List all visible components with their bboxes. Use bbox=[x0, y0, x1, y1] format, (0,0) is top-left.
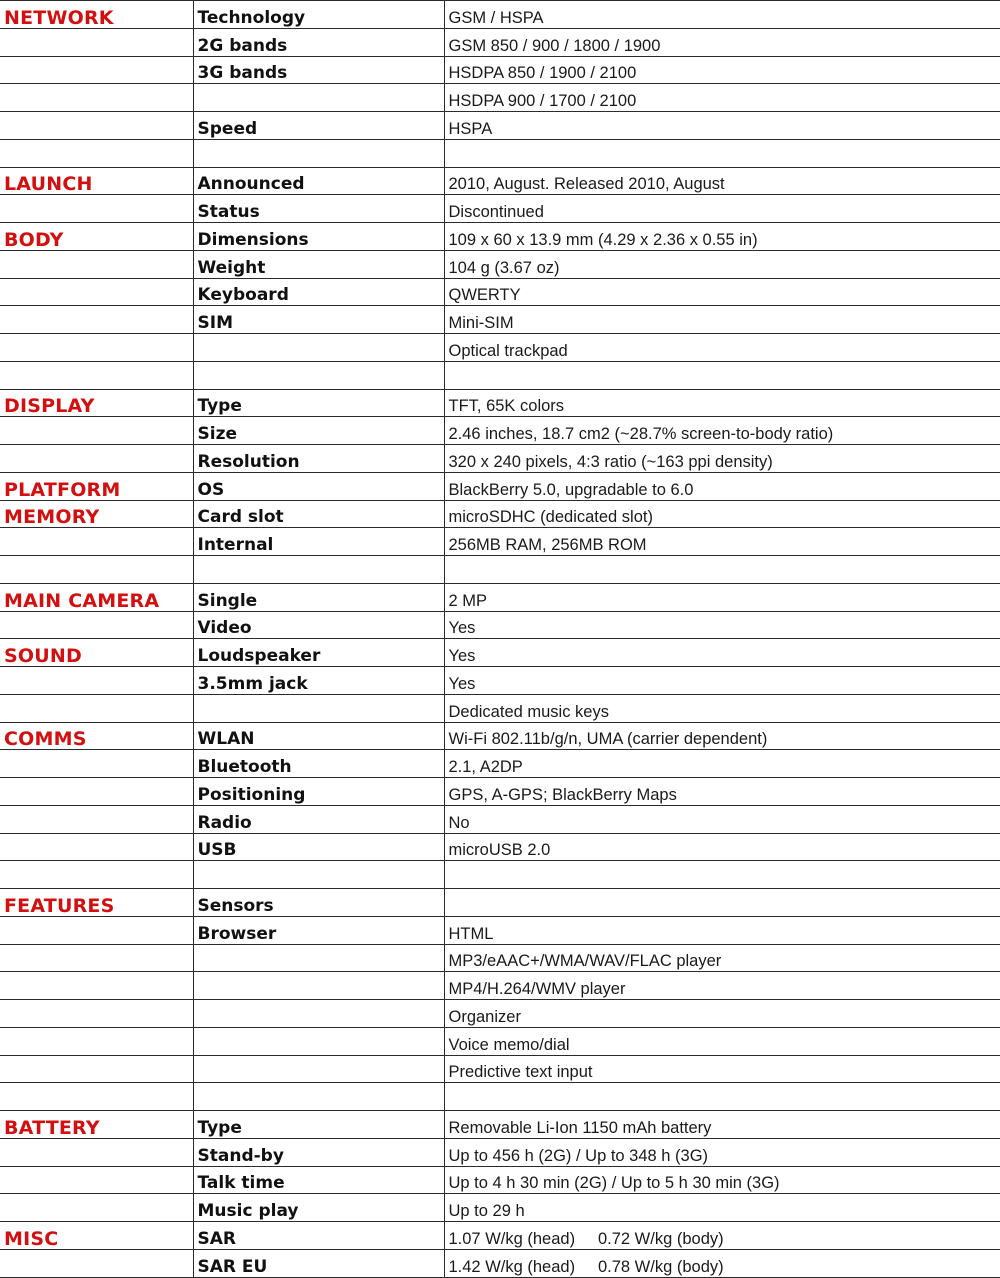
table-row bbox=[0, 334, 1000, 362]
section-heading-cell bbox=[0, 778, 193, 806]
field-value-cell: Organizer bbox=[444, 1000, 1000, 1028]
section-heading-cell bbox=[0, 1083, 193, 1111]
section-heading-cell bbox=[0, 916, 193, 944]
table-row bbox=[0, 972, 1000, 1000]
field-value-cell bbox=[444, 1083, 1000, 1111]
field-label-cell: Size bbox=[193, 417, 444, 445]
field-label-cell: Sensors bbox=[193, 889, 444, 917]
field-value-cell: 2010, August. Released 2010, August bbox=[444, 167, 1000, 195]
table-row bbox=[0, 1249, 1000, 1277]
field-label-cell: 3G bands bbox=[193, 56, 444, 84]
field-value-cell: GSM 850 / 900 / 1800 / 1900 bbox=[444, 28, 1000, 56]
section-heading-cell bbox=[0, 611, 193, 639]
field-value-cell bbox=[444, 361, 1000, 389]
field-label-cell bbox=[193, 1027, 444, 1055]
field-label-cell: USB bbox=[193, 833, 444, 861]
section-heading-cell bbox=[0, 306, 193, 334]
field-value-cell: 1.42 W/kg (head) 0.78 W/kg (body) bbox=[444, 1249, 1000, 1277]
table-row bbox=[0, 916, 1000, 944]
field-label-cell: Keyboard bbox=[193, 278, 444, 306]
field-value-cell: 320 x 240 pixels, 4:3 ratio (~163 ppi density) bbox=[444, 445, 1000, 473]
field-value-cell: Voice memo/dial bbox=[444, 1027, 1000, 1055]
field-label-cell bbox=[193, 694, 444, 722]
field-value-cell: Dedicated music keys bbox=[444, 694, 1000, 722]
field-value-cell: 2.1, A2DP bbox=[444, 750, 1000, 778]
table-row bbox=[0, 556, 1000, 584]
table-row bbox=[0, 1138, 1000, 1166]
section-heading-cell bbox=[0, 1138, 193, 1166]
field-label-cell: Weight bbox=[193, 250, 444, 278]
field-label-cell: WLAN bbox=[193, 722, 444, 750]
field-label-cell: Card slot bbox=[193, 500, 444, 528]
field-value-cell bbox=[444, 556, 1000, 584]
field-value-cell: microUSB 2.0 bbox=[444, 833, 1000, 861]
field-label-cell: 2G bands bbox=[193, 28, 444, 56]
field-value-cell: Yes bbox=[444, 667, 1000, 695]
field-value-cell: Up to 456 h (2G) / Up to 348 h (3G) bbox=[444, 1138, 1000, 1166]
field-label-cell bbox=[193, 1083, 444, 1111]
table-row bbox=[0, 361, 1000, 389]
table-row bbox=[0, 195, 1000, 223]
table-row bbox=[0, 750, 1000, 778]
table-row bbox=[0, 306, 1000, 334]
field-label-cell bbox=[193, 334, 444, 362]
section-heading-cell bbox=[0, 861, 193, 889]
table-row bbox=[0, 1222, 1000, 1250]
section-heading-cell bbox=[0, 1055, 193, 1083]
section-heading-cell bbox=[0, 278, 193, 306]
field-value-cell: 2.46 inches, 18.7 cm2 (~28.7% screen-to-body ratio) bbox=[444, 417, 1000, 445]
table-row bbox=[0, 1166, 1000, 1194]
table-row bbox=[0, 805, 1000, 833]
field-value-cell: BlackBerry 5.0, upgradable to 6.0 bbox=[444, 472, 1000, 500]
field-value-cell: HSPA bbox=[444, 112, 1000, 140]
field-value-cell: Yes bbox=[444, 639, 1000, 667]
field-label-cell: Talk time bbox=[193, 1166, 444, 1194]
table-row bbox=[0, 1027, 1000, 1055]
table-row bbox=[0, 1055, 1000, 1083]
section-heading-cell bbox=[0, 139, 193, 167]
field-label-cell: Video bbox=[193, 611, 444, 639]
field-label-cell bbox=[193, 84, 444, 112]
field-value-cell: Optical trackpad bbox=[444, 334, 1000, 362]
table-row bbox=[0, 611, 1000, 639]
section-heading-cell: LAUNCH bbox=[0, 167, 193, 195]
table-row bbox=[0, 861, 1000, 889]
field-label-cell bbox=[193, 556, 444, 584]
field-label-cell bbox=[193, 944, 444, 972]
field-label-cell bbox=[193, 861, 444, 889]
section-heading-cell: BODY bbox=[0, 223, 193, 251]
section-heading-cell bbox=[0, 1249, 193, 1277]
field-value-cell: Wi-Fi 802.11b/g/n, UMA (carrier dependent) bbox=[444, 722, 1000, 750]
field-value-cell: GSM / HSPA bbox=[444, 1, 1000, 29]
table-row bbox=[0, 1000, 1000, 1028]
field-value-cell: Discontinued bbox=[444, 195, 1000, 223]
field-label-cell: SIM bbox=[193, 306, 444, 334]
field-label-cell: Announced bbox=[193, 167, 444, 195]
table-row bbox=[0, 639, 1000, 667]
field-value-cell bbox=[444, 861, 1000, 889]
field-value-cell: Removable Li-Ion 1150 mAh battery bbox=[444, 1111, 1000, 1139]
section-heading-cell bbox=[0, 84, 193, 112]
field-value-cell: MP4/H.264/WMV player bbox=[444, 972, 1000, 1000]
table-row bbox=[0, 944, 1000, 972]
table-row bbox=[0, 167, 1000, 195]
table-row bbox=[0, 1, 1000, 29]
section-heading-cell bbox=[0, 1000, 193, 1028]
section-heading-cell bbox=[0, 805, 193, 833]
table-row bbox=[0, 28, 1000, 56]
section-heading-cell bbox=[0, 528, 193, 556]
table-row bbox=[0, 889, 1000, 917]
field-value-cell: HSDPA 850 / 1900 / 2100 bbox=[444, 56, 1000, 84]
field-value-cell: 1.07 W/kg (head) 0.72 W/kg (body) bbox=[444, 1222, 1000, 1250]
section-heading-cell bbox=[0, 334, 193, 362]
section-heading-cell: NETWORK bbox=[0, 1, 193, 29]
field-value-cell: Mini-SIM bbox=[444, 306, 1000, 334]
section-heading-cell bbox=[0, 972, 193, 1000]
field-value-cell: Yes bbox=[444, 611, 1000, 639]
table-row bbox=[0, 694, 1000, 722]
table-row bbox=[0, 223, 1000, 251]
table-row bbox=[0, 583, 1000, 611]
table-row bbox=[0, 1194, 1000, 1222]
field-value-cell: MP3/eAAC+/WMA/WAV/FLAC player bbox=[444, 944, 1000, 972]
field-label-cell: Browser bbox=[193, 916, 444, 944]
table-row bbox=[0, 667, 1000, 695]
section-heading-cell bbox=[0, 1027, 193, 1055]
field-label-cell: SAR bbox=[193, 1222, 444, 1250]
field-label-cell bbox=[193, 361, 444, 389]
field-label-cell: Positioning bbox=[193, 778, 444, 806]
section-heading-cell bbox=[0, 833, 193, 861]
section-heading-cell: SOUND bbox=[0, 639, 193, 667]
field-label-cell: Technology bbox=[193, 1, 444, 29]
section-heading-cell: MEMORY bbox=[0, 500, 193, 528]
field-label-cell: Single bbox=[193, 583, 444, 611]
section-heading-cell bbox=[0, 556, 193, 584]
table-row bbox=[0, 833, 1000, 861]
table-row bbox=[0, 112, 1000, 140]
field-label-cell: Type bbox=[193, 389, 444, 417]
spec-table-body bbox=[0, 1, 1000, 1278]
field-value-cell: TFT, 65K colors bbox=[444, 389, 1000, 417]
field-label-cell: Dimensions bbox=[193, 223, 444, 251]
field-value-cell bbox=[444, 889, 1000, 917]
table-row bbox=[0, 778, 1000, 806]
field-value-cell: 109 x 60 x 13.9 mm (4.29 x 2.36 x 0.55 in) bbox=[444, 223, 1000, 251]
table-row bbox=[0, 417, 1000, 445]
section-heading-cell: COMMS bbox=[0, 722, 193, 750]
section-heading-cell: PLATFORM bbox=[0, 472, 193, 500]
field-label-cell: Internal bbox=[193, 528, 444, 556]
field-label-cell: Loudspeaker bbox=[193, 639, 444, 667]
table-row bbox=[0, 250, 1000, 278]
table-row bbox=[0, 84, 1000, 112]
field-label-cell bbox=[193, 1055, 444, 1083]
field-label-cell: OS bbox=[193, 472, 444, 500]
field-value-cell: Up to 29 h bbox=[444, 1194, 1000, 1222]
section-heading-cell: FEATURES bbox=[0, 889, 193, 917]
field-label-cell: Type bbox=[193, 1111, 444, 1139]
field-label-cell: Music play bbox=[193, 1194, 444, 1222]
field-label-cell: Bluetooth bbox=[193, 750, 444, 778]
table-row bbox=[0, 278, 1000, 306]
table-row bbox=[0, 1111, 1000, 1139]
section-heading-cell: BATTERY bbox=[0, 1111, 193, 1139]
field-value-cell bbox=[444, 139, 1000, 167]
field-label-cell: Speed bbox=[193, 112, 444, 140]
field-value-cell: GPS, A-GPS; BlackBerry Maps bbox=[444, 778, 1000, 806]
section-heading-cell bbox=[0, 195, 193, 223]
section-heading-cell bbox=[0, 445, 193, 473]
field-label-cell: Radio bbox=[193, 805, 444, 833]
section-heading-cell bbox=[0, 112, 193, 140]
section-heading-cell bbox=[0, 944, 193, 972]
field-label-cell: 3.5mm jack bbox=[193, 667, 444, 695]
field-label-cell: Status bbox=[193, 195, 444, 223]
field-value-cell: Up to 4 h 30 min (2G) / Up to 5 h 30 min (3G) bbox=[444, 1166, 1000, 1194]
section-heading-cell bbox=[0, 417, 193, 445]
section-heading-cell bbox=[0, 250, 193, 278]
field-value-cell: microSDHC (dedicated slot) bbox=[444, 500, 1000, 528]
field-label-cell: Resolution bbox=[193, 445, 444, 473]
section-heading-cell bbox=[0, 1194, 193, 1222]
field-value-cell: HTML bbox=[444, 916, 1000, 944]
field-value-cell: QWERTY bbox=[444, 278, 1000, 306]
field-value-cell: 2 MP bbox=[444, 583, 1000, 611]
section-heading-cell bbox=[0, 694, 193, 722]
table-row bbox=[0, 722, 1000, 750]
table-row bbox=[0, 1083, 1000, 1111]
field-value-cell: Predictive text input bbox=[444, 1055, 1000, 1083]
table-row bbox=[0, 528, 1000, 556]
table-row bbox=[0, 389, 1000, 417]
field-label-cell: SAR EU bbox=[193, 1249, 444, 1277]
section-heading-cell bbox=[0, 361, 193, 389]
table-row bbox=[0, 472, 1000, 500]
section-heading-cell: MISC bbox=[0, 1222, 193, 1250]
field-value-cell: No bbox=[444, 805, 1000, 833]
section-heading-cell bbox=[0, 28, 193, 56]
section-heading-cell: DISPLAY bbox=[0, 389, 193, 417]
table-row bbox=[0, 56, 1000, 84]
section-heading-cell: MAIN CAMERA bbox=[0, 583, 193, 611]
section-heading-cell bbox=[0, 1166, 193, 1194]
section-heading-cell bbox=[0, 750, 193, 778]
field-label-cell bbox=[193, 1000, 444, 1028]
field-label-cell: Stand-by bbox=[193, 1138, 444, 1166]
section-heading-cell bbox=[0, 667, 193, 695]
field-label-cell bbox=[193, 972, 444, 1000]
field-value-cell: 104 g (3.67 oz) bbox=[444, 250, 1000, 278]
field-value-cell: HSDPA 900 / 1700 / 2100 bbox=[444, 84, 1000, 112]
table-row bbox=[0, 445, 1000, 473]
table-row bbox=[0, 139, 1000, 167]
field-value-cell: 256MB RAM, 256MB ROM bbox=[444, 528, 1000, 556]
section-heading-cell bbox=[0, 56, 193, 84]
field-label-cell bbox=[193, 139, 444, 167]
table-row bbox=[0, 500, 1000, 528]
